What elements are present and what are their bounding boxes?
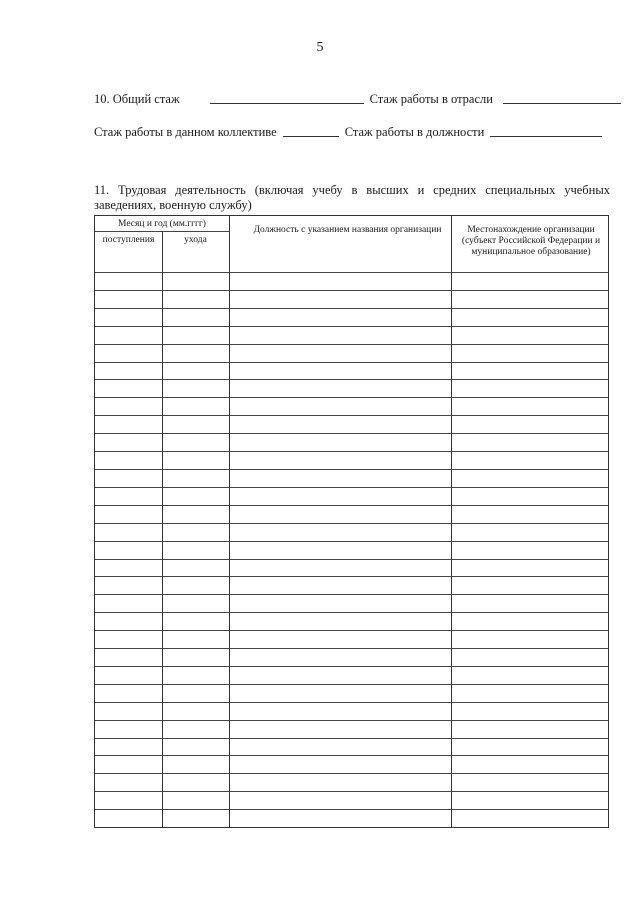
header-position: Должность с указанием названия организации [253,225,442,235]
table-row[interactable] [95,487,608,488]
table-row[interactable] [95,415,608,416]
table-row[interactable] [95,773,608,774]
table-row[interactable] [95,397,608,398]
table-row[interactable] [95,344,608,345]
position-experience-field[interactable] [490,135,602,137]
table-row[interactable] [95,684,608,685]
industry-experience-field[interactable] [503,102,621,104]
table-row[interactable] [95,720,608,721]
position-experience-label: Стаж работы в должности [344,125,485,139]
table-row[interactable] [95,666,608,667]
table-row[interactable] [95,272,608,273]
total-experience-field[interactable] [210,102,364,104]
table-row[interactable] [95,594,608,595]
collective-experience-line [94,125,608,140]
collective-experience-label: Стаж работы в данном коллективе [94,125,277,139]
table-row[interactable] [95,433,608,434]
table-row[interactable] [95,379,608,380]
industry-experience-label: Стаж работы в отрасли [369,92,493,106]
table-row[interactable] [95,630,608,631]
table-row[interactable] [95,702,608,703]
table-row[interactable] [95,612,608,613]
table-row[interactable] [95,738,608,739]
page-number: 5 [316,40,324,55]
header-end: ухода [184,235,207,245]
table-row[interactable] [95,541,608,542]
table-row[interactable] [95,469,608,470]
total-experience-label: 10. Общий стаж [94,92,180,106]
table-row[interactable] [95,559,608,560]
total-experience-line [94,92,627,107]
table-row[interactable] [95,362,608,363]
header-start: поступления [102,235,155,245]
table-row[interactable] [95,809,608,810]
table-row[interactable] [95,308,608,309]
table-row[interactable] [95,505,608,506]
table-row[interactable] [95,523,608,524]
table-row[interactable] [95,290,608,291]
table-row[interactable] [95,576,608,577]
header-month-year: Месяц и год (мм.гггг) [118,219,206,229]
table-row[interactable] [95,791,608,792]
table-row[interactable] [95,451,608,452]
work-history-table [94,215,609,828]
collective-experience-field[interactable] [283,135,339,137]
section-11-title: 11. Трудовая деятельность (включая учебу в высших и средних специальных учебных заведениях, военную службу) [94,183,610,212]
table-row[interactable] [95,755,608,756]
header-location: Местонахождение организации (субъект Российской Федерации и муниципальное образование) [461,225,601,257]
table-row[interactable] [95,326,608,327]
table-row[interactable] [95,648,608,649]
